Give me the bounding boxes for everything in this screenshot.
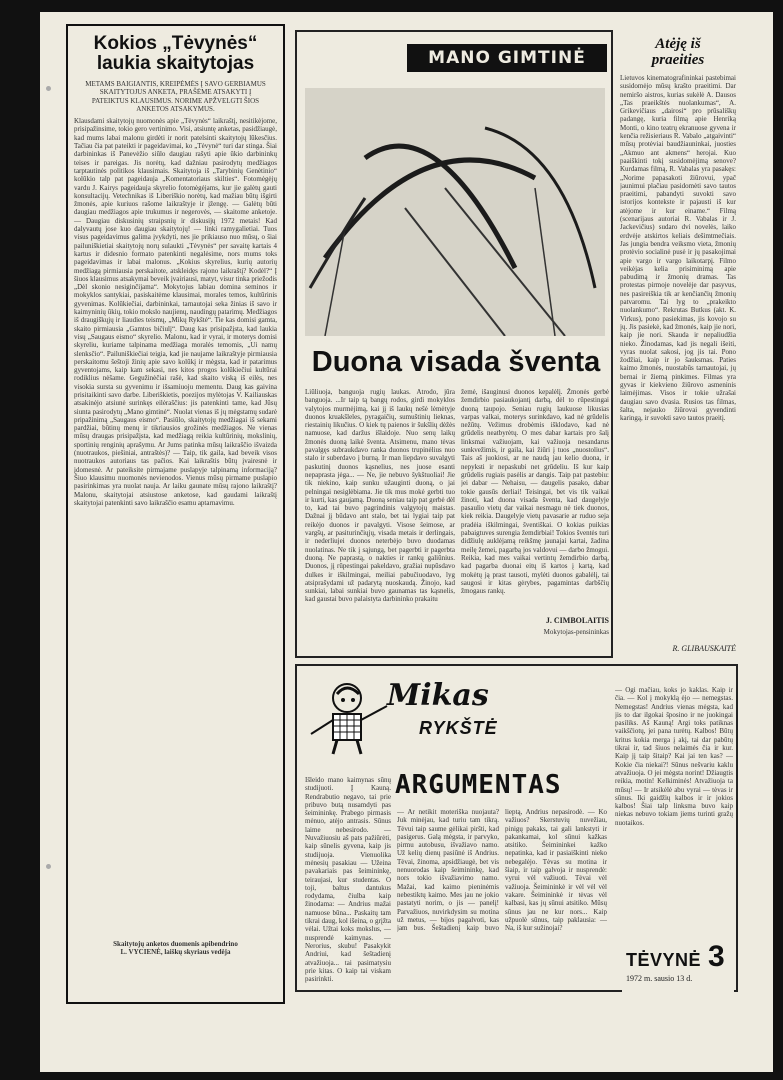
gimtine-banner-text: MANO GIMTINĖ <box>428 48 586 68</box>
newspaper-page <box>40 12 773 1072</box>
gimtine-banner <box>407 44 607 72</box>
wheat-ears-illustration <box>305 88 605 336</box>
footer-page-number: 3 <box>708 940 725 973</box>
gimtine-text-col2: žemė, išauginusi duonos kepalėlį. Žmonės gerbė žemdirbio pasiaukojantį darbą, dėl to rūpestingai duoną taupojo. Seniau rugių laukuose likusias varpas valkai, moterys surinkdavo, kad nė grūdelis nežūtų. Vežimus drobėmis išklodavo, kad nė grūdelis neatbyrėtų. O mes dabar kartais pro šalį linksmai važiuojam, kai važiuoja nesandarus sunkvežimis, ir gaila, kai žiūri į tuos „nuostolius“. Tais aš juokiosi, ar ne naudą jau kelio duona, ir nepyksti ir nepaskubi net grūdeliu. Iš kur kaip grūdelis rugiais pasėlis ar dangis. Taip pat pastebiu: jei dabar — Nehaisu, — daugelis pasako, dabar tokie gausūs derliai! Teisingai, bet vis tik vaikai žinoti, kad duona visada šventa, kad daugelyje pasaulio vietų dar vaikai nesmagu nė tiek duonos, kiek reikia. Daugelyje vietų pavasarie ar ruduo seja pradėia iškilmingai, šventiškai. O kokias puikias pabaigtuves surengia žemdirbiai! Tokios šventės turi didžiulę auklėjamą reikšmę jaunajai kartai, žadina meilę žemei, pagarbą jos valdovui — darbo žmogui. Reikia, kad mes vaikai vertintų žemdirbio darbą, kad pagarba duonai eitų iš kartos į kartą, kad mokėtų ją prast tausoti, mylėti duonos gabalėlį, tai saugosi ir kitas gėrybes, pagamintas darbščių žmogaus rankų. <box>461 388 609 596</box>
survey-signoff-author: L. VYCIENĖ, laiškų skyriaus vedėja <box>120 948 231 957</box>
binding-hole-top <box>46 86 51 91</box>
survey-title-line1: Kokios „Tėvynės“ <box>93 33 258 54</box>
rykste-cartoon-icon <box>303 676 393 756</box>
rykste-logo-caps: RYKŠTĖ <box>419 718 498 738</box>
survey-title-line2: laukia skaitytojas <box>96 53 255 74</box>
ateje-title-line2: praeities <box>651 52 705 68</box>
gimtine-text-col1: Liūliuoja, banguoja rugių laukas. Atrodo, jūra banguoja. ...Ir taip tą bangų rodos, girdi mokyklos valytojos murmėjimą, kai jį iš laukų nešė lėmėtyje duonos kruakšleles, pyragaičių, sumuštinių lieknas, riestainių likučius. O kiek tų paienos ir šukšlių dėžės namuose, kad daržus išlaidoje. Nuo senų laikų žmonės duoną laikė šventa. Atsimenu, mano tėvas pavalgęs subraukdavo ranka duonos trupinėlius nuo stalo ir suberdavo į burną. Ir man liepdavo suvalgyti paskutinį duonos kąsnelius, nes juose esanti nepaprasta jėga... — Ne, jie nebuvo šykštuoliai! Jie tik niekino, kaip sunku užauginti duoną, o jai pelningai nesiglėbiama. Jie tik mus mokė gerbti tuo ir kurti, kas gaujamą. Duoną seniau taip pat gerbė dėl to, kad tai buvo pagrindinis valgytojų maistas. Dažnai jį būdavo ant stalo, bet tai lygiai taip pat reikėjo duonos ir pavalgyti. Visose šeimose, ar vargšų, ar pasiturinčiųjų, visada metais ir derlingais, ir nederliujei duonos neterbėjo buvo duodamas nuolatinas. Ne tik į sąjungą, bet pagerbti ir pagerbta duoną. Ne paprastą, o nakties ir rankų galiūnius. Duonos, jį rūpestingai pakeldavo, gražiai nupūsdavo dulkes ir iškilmingai, meiliai pabučiuodavo, lyg atsiprašydami už padarytą nuoskaudą. Žinojo, kad sunkiai, labai sunkiai buvo gaunamas tas kąsnelis, kad gaustai buvo palaistyta darbininko prakaitu <box>305 388 455 604</box>
footer-date: 1972 m. sausio 13 d. <box>626 974 693 983</box>
gimtine-author: J. CIMBOLAITIS <box>545 616 609 625</box>
gimtine-author-role: Mokytojas-pensininkas <box>543 628 609 636</box>
wheat-photo <box>305 88 605 336</box>
survey-body: Klausdami skaitytojų nuomonės apie „Tėvynės“ laikraštį, nesitikėjome, prisipažinsime, tokio gero vertinimo. Visi, atsiuntę anketas, pasidžiaugė, kad mums labai malonu girdėti ir norit patelsinti skaitytojų lūkesčius. Tačiau čia pat pateikti ir pageidavimai, ko „Tėvynė“ turi dar stinga. Šiai darbininkas iš Panevėžio siūlo daugiau rašyti apie ūkio darbininkų teises ir pareigas. Jis norėtų, kad dažniau pasirodytų medžiagos tarptautinės politikos klausimais. Skaitytoja iš „Tarybinių Genėtinio“ kolūkio talp pat pageidauja „Komentatoriaus skilties“. Fotomėgėjų vardu J. Kairys pageidauja skyrelio fotomėgėjams, kur jie galėtų gauti konsultacijų. Vetechnikas iš Liberiškio norėtų, kad mažiau būtų išgirti žmonės, apie kuriuos rašome laikraštyje ir įžengę. — Galėtų būti daugiau medžiagos apie trukumus ir negerovės, — skaitome anketoje. — Daugiau diskusinių straipsnių ir diskusijų 1972 metais! Kad dalyvautų jose kuo daugiau skaitytojų! — linki ramygalietiai. Tuos visus pageidavimus galima įvykdyti, nes jie prikiauso nuo mūsų, o šiai pailuniškietiai skaitytojų norų sulaukti „Tėvynės“ per savaitę kartais 4 kartus ir didesnio formato patenkinti negalėsime, nors mums toks pageidavimas ir labai malonus. „Kokius skyrelius, kurių autorių medžiagą pirmiausia perskaitote, atskleidęs rajono laikraštį? Kodėl?“ Į šiuos klausimus atsakymai beveik įvairiausi, matyt, visur tinka priežodis „Dėl skonio nesiginčijama“. Mokytojus labiau domina seminos ir mokyklos santykiai, pasiskaitėme klausimai, morales temos, kultūrinis gyvenimas. Kolūkiečiai, darbininkai, tarnautojai seka žinias iš savo ir kaimyninių ūkių, tokio mokslo naujienų, naudingų patarimų. Medžiagos iš draugiškųjų ir liaudies teismų, „Mikų Rykštė“. Tie kas domisi gamta, skaito pirmiausia „Gamtos bičiulį“. Daug kas prisipažįsta, kad laukia visų „Saugaus eismo“ skyrelio. Malonu, kad ir vyrai, ir moterys domisi skyreliu, kuriame talpinama medžiaga moralės temomis, „Ui namų slenksčio“. Pailuniškiečiai teigia, kad jie naujame laikraštyje pirmiausia perskaitomu šeštoji žinių apie savo kolūkį ir mėgsta, kad ir patarimus gyventojams, kaip kam sekasi, nes kitos progos kolūkiečiui kultūrai rodiklius nėšame. Gegužinėčiai rašė, kad skaito viską iš eilės, nes visokia sursta su gyvenimu ir išsamiuoju mementu. Daug kas gaivina prisitaikinti savo darbe. Liberiškietis, poezijos mylėtojas V. Kailiauskas atsakinėjo atsiunė surinkęs eilėraščius: jis patenkinti tame, kad Jūsų siunta pasirodytų „Mano gimtinė“. Nuolat vienas iš jų mėgstamų sudarė pripažinimą „Saugaus eismo“. Pasiūlo, skaitytojų medžiagai iš sekami pardžiai, būtinų menų ir tikriausios grožinės medžiagos. Ne vienas mūsų draugas prisipažįsta, kad medžiagą reikia kultūrinių, mokslinių, sportinių renginių aprašymu. Ar Jums patinka mūsų laikraščio išvaizda (nuotraukos, piešiniai, antraštės)? — Taip, tik gaila, kad beveik visos nuotraukos autoriaus tas pačios. Kai laikraštis būtų įvairesnė ir įdomesnė. Ar pateiksite pirmajame puslapyje talpinamą informaciją? Šiuo klausimu nuomonės nevienodos. Vienus mūsų pirmame puslapio pasirinkimas yra nuolat nauja. Ar laiku gaunate mūsų rajono laikraštį? Malonu, skaitytojai atsiustose anketose, kad gaudami laikraštį skaitytojai patenkinti savo laikraščio esamu aptarnavimu. <box>74 117 277 507</box>
ateje-body: Lietuvos kinematografininkai pastebimai susidomėjo mūsų krašto praeitimi. Dar nemiršo aistros, kurias sukėlė A. Dausos „Tas praeikštės nuolankumas“, A. Grikevičiaus „dairosi“ pro prūsališkų padangę, kuria filmą apie Henriką Monti, o kino teatrų ekranuose gyvena ir kenčia režisieriaus R. Vabalo „atgaivinti“ mūsų protėviai baudžiauninkai, juosties „Akmuo ant akmens“ herojai. Kuo paaiškinti tokį susidomėjimą senove? Kurdamas filmą, R. Vabalas yra pasakęs: „Norime papasakoti žiūrovui, ypač jaunimui plačiau pasidomėti savo tautos praeitimi, pabandyti suvokti savo istorijos kontekste ir pajausti iš kur atėjome ir kur einame.“ Filmą (scenarijaus autoriai R. Vabalas ir J. Jackevičius) sudaro dvi novelės, laiko erdvėje atskirtos keliais dešimtmečiais. Jas jungia bendra veiksmo vieta, žmonių protėvio socialinė pusė ir jų pasakojimai apie vargo ir vargo laikotarpį. Filmo veikėjas kelia prisiminimą apie pabudimą ir žmonių dramas. Tas protestas pirmoje novelėje dar pasyvus, nes pasireiškia tik ar kenčiančių žmonių patvaromu. Tai lyg to „prakeikto nuolankumo“. Rekrutas Butkus (akt. K. Virkus), pono pasiekimas, jis kovojo su jų. Jis pasiekė, kad žmonės, kaip jie nori, kaip jie nori. Skauda ir nepaliudžia nieko. Žinodamas, kad jis negali išeiti, vyras nuolat sakosi, jog jis tai. Pono žodžiai, kaip ir jo šauksmas. Paties kaimo žmonės, nuostabūs tarnautojai, jų bernai ir žiemą pinkimes. Filmas yra gyvas ir kiekvieno žiūrovo asmeninis laimėjimas. Visos ir tokie užrašai daugiau savo dvasia. Rusios tas filmas, šalta, nejauko žiūrovai gyvendinti karingą, ir suvokti savo tautos praeitį. <box>620 74 736 423</box>
rykste-headline: ARGUMENTAS <box>395 770 562 800</box>
rykste-col2: — Ar netikit moteriška nuojauta? Juk minėjau, kad turiu tam tikrą. Tėvui taip saume gėlikai piršti, kad pasigerus. Galą mėgsta, ir parvyko, pirmu autobusu, išvažiavo namo. Už kelių dienų pasiūnė iš Andrius. Tėvai, žinoma, apsidžiaugė, bet vis nenuorodas kaip šeimininkę, kad nors tokio išvažiavimo namo. Mažai, kad kaimo pieninėmis nebestiktų kaimo. Mes jau ne jokio pastatyti norim, o jis — panelį! Parvažiuos, nuvirkdysim su motina už metus, — bijos pagalvoti, kas jam bus. Šeštadienį kaip buvo lieptą, Andrius nepasirodė. — Ko važiuos? Skerstuvių nuvežiau, pinigų pakaks, tai gali lankstyti ir pakankamai, kol sūnui kažkas atsitiko. Šeimininkei kažko nepatinka, kad ir pasiaiškinti nieko nebegalėjo. Tėvas su motina ir šiaip, ir taip galvoja ir nusprendė: vyrui vėl važiuoti. Tėvai vėl važiuoja. Šeimininkė ir vėl vėl vėl vakare. Šeimininkė ir tėvas vėl kalbasi, kas jų sūnui atsitiko. Mūsų sūnus jau ne kur nors... Kaip užpuolė sūnus, taip paklausia: — Na, iš kur sužinojai? <box>397 808 607 933</box>
ateje-title-line1: Atėję iš <box>655 36 701 52</box>
survey-signoff-text: Skaitytojų anketos duomenis apibendrino <box>113 940 238 949</box>
gimtine-headline: Duona visada šventa <box>311 346 601 378</box>
footer-brand <box>622 930 734 994</box>
survey-intro: METAMS BAIGIANTIS, KREIPĖMĖS Į SAVO GERBIAMUS SKAITYTOJUS ANKETA, PRAŠĖME ATSAKYTI Į PATEIKTUS KLAUSIMUS. NORIME APŽVELGTI ŠIOS ANKETOS ATSAKYMUS. <box>85 80 266 113</box>
ateje-article <box>620 36 736 670</box>
gimtine-article <box>295 30 613 658</box>
ateje-author: R. GLIBAUSKAITĖ <box>672 644 736 653</box>
rykste-col3: — Ogi mačiau, koks jo kaklas. Kaip ir čia. — Kol į mokyklą ėjo — nemegstas. Nemegstas! Andrius vienas mėgsta, kad jis to dar ilgokai šposino ir ne juokingai pasiliks. Aš Kauną! Argi toks patiknas vaikščiotų, jei pana turėtų. Kalbos! Būtų kritus kokia merga į akį, tai dar pabūtų tikrai ir, tad šiuos nelaimės čia ir kur. Kaip jį taip šitaip? Kai jai ten kas? — Kokie čia niekai?! Sūnus nešvariu kaklu atvažiuoja. O jei mėgsta norint! Džiaugtis reikia, motin! Kelkiminės! Atvažiuoja ta mūsų! — Ir atsikėlė abu vyrai — tėvas ir sūnus. Iki gaidžių kalbos ir ir jokios kalbos! Šiai talp linksma buvo kaip niekas nebuvo tokiam jiems turinti gražų nuotaikos. <box>615 686 733 827</box>
binding-hole-bottom <box>46 864 51 869</box>
rykste-logo-script: Mikas <box>387 678 489 713</box>
footer-brand-name: TĖVYNĖ <box>626 950 702 970</box>
rykste-intro: Išleido mano kaimynas sūnų studijuoti. Į Kauną. Rendrabutio negavo, tai prie pribuvo butą nusamdyti pas šeimininkę. Prabego pirmasis mėnuo, atėjo antrasis. Sūnus laime nebesirodo. — Nuvažiuosiu aš pats pažiūrėti, kaip sūnelis gyvena, kaip jis studijuoja. Vienuolika mėnesių pasakiau — Užeina pavakariais pas šeimininkę, teiraujasi, kur studentas. O toji, baltus dantukus rodydama, čiulba kaip žinodama: — Andrius mažai namuose būna... Paskaitų tam tikrai daug, kol išeina, o grįžta vėlai. Užtai koks mokslus, — nusprendė kaimynas. — Nerorius, skubu! Pasakykit Andriui, kad šeštadienį atvažiuoja... tai pasimatysiu prie kitas. O kaip tai viskam pasirinkti. <box>305 776 391 984</box>
survey-article <box>66 24 285 1004</box>
